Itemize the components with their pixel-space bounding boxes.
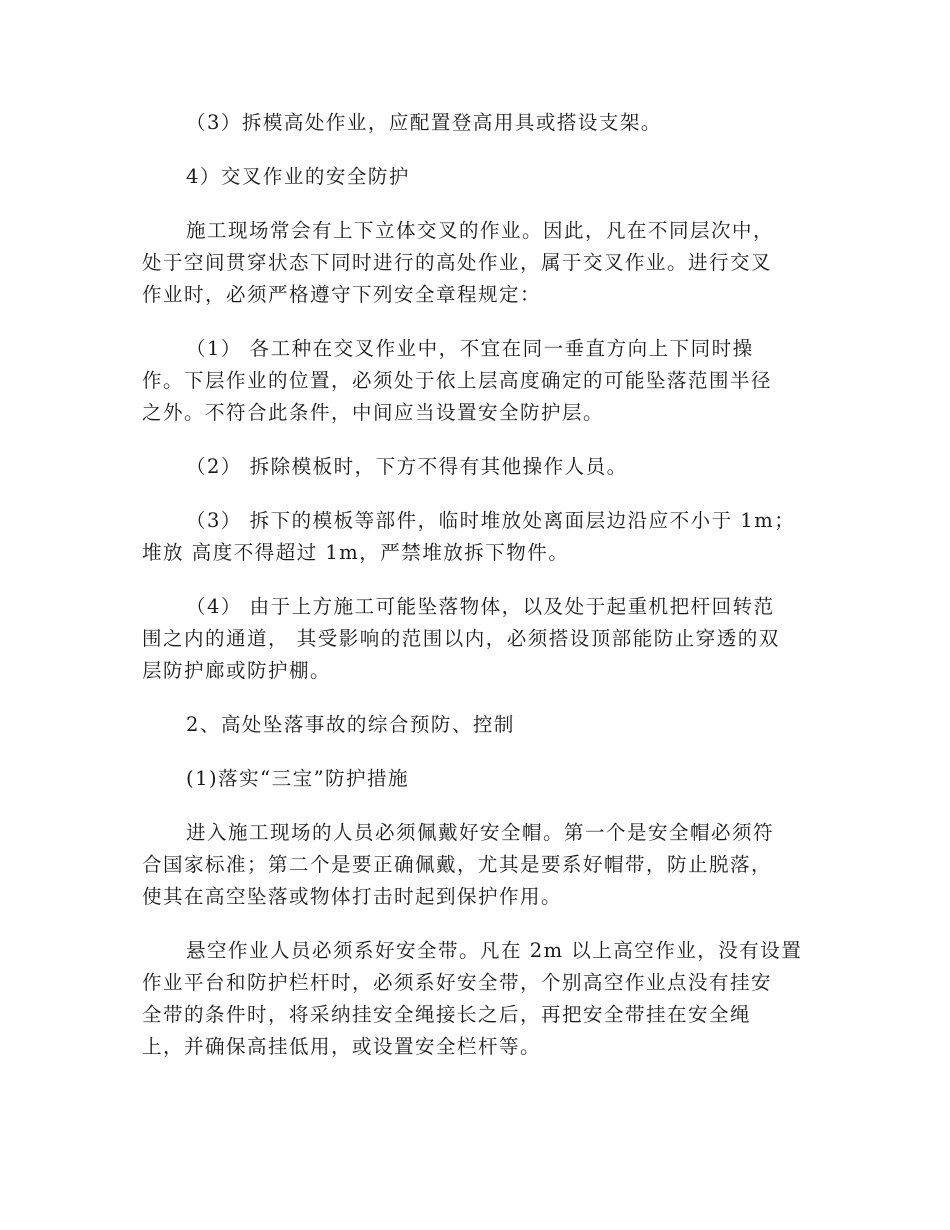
heading-fall-prevention — [142, 709, 810, 741]
text-line: （4） 由于上方施工可能坠落物体，以及处于起重机把杆回转范 — [186, 595, 775, 618]
text-line: 进入施工现场的人员必须佩戴好安全帽。第一个是安全帽必须符 — [186, 821, 775, 844]
document-body — [142, 107, 810, 1085]
text-line: 悬空作业人员必须系好安全带。凡在 2m 以上高空作业，没有设置 — [186, 939, 803, 962]
text-line: (1)落实“三宝”防护措施 — [186, 767, 410, 790]
paragraph-5 — [142, 451, 810, 483]
text-line: 全带的条件时，将采纳挂安全绳接长之后，再把安全带挂在安全绳 — [142, 1003, 752, 1026]
text-line: 作业时，必须严格遵守下列安全章程规定： — [142, 283, 542, 306]
text-line: 使其在高空坠落或物体打击时起到保护作用。 — [142, 885, 563, 908]
paragraph-7 — [142, 591, 810, 687]
text-line: 堆放 高度不得超过 1m，严禁堆放拆下物件。 — [142, 541, 570, 564]
text-line: 层防护廊或防护棚。 — [142, 659, 332, 682]
paragraph-helmet — [142, 817, 810, 913]
text-line: 施工现场常会有上下立体交叉的作业。因此，凡在不同层次中， — [186, 219, 775, 242]
heading-three-treasures — [142, 763, 810, 795]
text-line: 作。下层作业的位置，必须处于依上层高度确定的可能坠落范围半径 — [142, 369, 773, 392]
text-line: 之外。不符合此条件，中间应当设置安全防护层。 — [142, 401, 605, 424]
text-line: 2、高处坠落事故的综合预防、控制 — [186, 713, 515, 736]
heading-cross-operation — [142, 161, 810, 193]
text-line: 合国家标准；第二个是要正确佩戴，尤其是要系好帽带，防止脱落， — [142, 853, 773, 876]
text-line: （3） 拆下的模板等部件，临时堆放处离面层边沿应不小于 1m； — [186, 509, 796, 532]
paragraph-3 — [142, 215, 810, 311]
text-line: 上，并确保高挂低用，或设置安全栏杆等。 — [142, 1035, 542, 1058]
text-line: （3）拆模高处作业，应配置登高用具或搭设支架。 — [186, 111, 662, 134]
text-line: （2） 拆除模板时，下方不得有其他操作人员。 — [186, 455, 628, 478]
text-line: （1） 各工种在交叉作业中，不宜在同一垂直方向上下同时操 — [186, 337, 754, 360]
paragraph-1 — [142, 107, 810, 139]
text-line: 处于空间贯穿状态下同时进行的高处作业，属于交叉作业。进行交叉 — [142, 251, 773, 274]
text-line: 围之内的通道， 其受影响的范围以内，必须搭设顶部能防止穿透的双 — [142, 627, 780, 650]
text-line: 作业平台和防护栏杆时，必须系好安全带，个别高空作业点没有挂安 — [142, 971, 773, 994]
paragraph-4 — [142, 333, 810, 429]
paragraph-safety-belt — [142, 935, 810, 1063]
text-line: 4）交叉作业的安全防护 — [186, 165, 410, 188]
paragraph-6 — [142, 505, 810, 569]
